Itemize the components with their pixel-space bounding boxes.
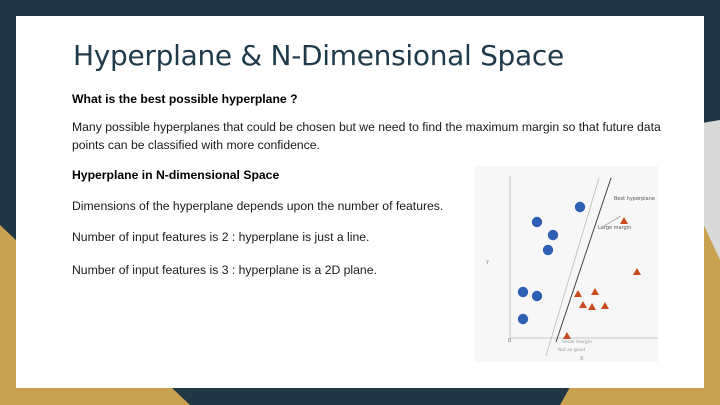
three-features-line: Number of input features is 3 : hyperplane is a 2D plane. bbox=[72, 263, 377, 277]
hyperplane-figure bbox=[474, 166, 658, 362]
class-a-point bbox=[543, 245, 553, 255]
paragraph: Many possible hyperplanes that could be chosen but we need to find the maximum margin so that future data points can be classified with more confidence. bbox=[72, 120, 661, 152]
class-a-point bbox=[532, 217, 542, 227]
subheading: Hyperplane in N-dimensional Space bbox=[72, 168, 280, 182]
small-margin-label: Small margin bbox=[562, 340, 592, 345]
class-a-point bbox=[548, 230, 558, 240]
origin-label: 0 bbox=[508, 338, 512, 344]
class-a-point bbox=[575, 202, 585, 212]
class-a-point bbox=[518, 314, 528, 324]
slide-title: Hyperplane & N-Dimensional Space bbox=[73, 39, 564, 72]
not-so-good-label: Not so good bbox=[558, 348, 586, 353]
large-margin-label: Large margin bbox=[598, 225, 632, 231]
features-line: Dimensions of the hyperplane depends upon the number of features. bbox=[72, 199, 444, 213]
x-axis-label: X bbox=[580, 356, 584, 362]
slide bbox=[16, 16, 704, 388]
two-features-line: Number of input features is 2 : hyperplane is just a line. bbox=[72, 230, 370, 244]
class-a-point bbox=[532, 291, 542, 301]
class-a-point bbox=[518, 287, 528, 297]
question-heading: What is the best possible hyperplane ? bbox=[72, 92, 298, 106]
y-axis-label: Y bbox=[486, 260, 490, 266]
best-hyperplane-label: Best hyperplane bbox=[614, 196, 655, 202]
